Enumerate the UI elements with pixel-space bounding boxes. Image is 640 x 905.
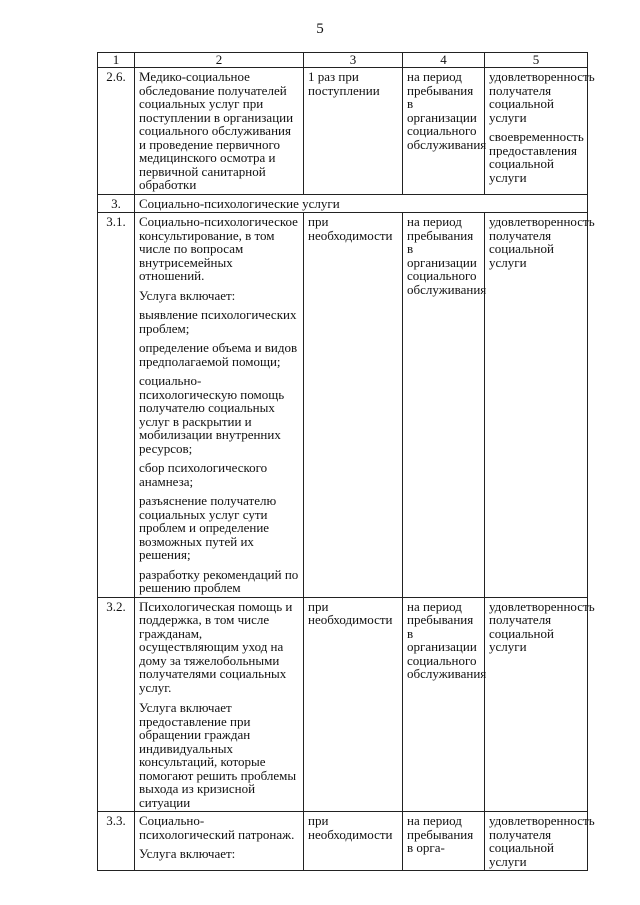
service-term: на период пребывания в орга- [403, 812, 485, 871]
section-number: 3. [98, 194, 135, 213]
service-intro: Социально-психологический патронаж. [139, 813, 295, 842]
list-item: сбор психологического анамнеза; [139, 460, 268, 489]
service-criteria: удовлетворенность получателя социальной услуги [485, 812, 588, 871]
table-row-3-3 [98, 812, 588, 871]
service-description [135, 597, 304, 812]
section-title: Социально-психологические услуги [135, 194, 588, 213]
criteria-satisfaction: удовлетворенность получателя социальной услуги [489, 69, 595, 125]
service-name: Медико-социальное обследование получателей социальных услуг при поступлении в организации социального обслуживания и проведение первичного медицинского осмотра и первичной санитарной обработки [135, 68, 304, 195]
service-description [135, 812, 304, 871]
list-item: разъяснение получателю социальных услуг сути проблем и определение возможных путей их решения; [139, 493, 277, 562]
service-frequency: при необходимости [304, 213, 403, 598]
table-row-3-1 [98, 213, 588, 598]
service-term: на период пребывания в организации социального обслуживания [403, 597, 485, 812]
list-item: разработку рекомендаций по решению проблем [139, 566, 299, 595]
service-description [135, 213, 304, 598]
column-header-5: 5 [485, 53, 588, 68]
list-item: социально-психологическую помощь получателю социальных услуг в раскрытии и мобилизации внутренних ресурсов; [139, 373, 285, 456]
service-criteria: удовлетворенность получателя социальной услуги [485, 213, 588, 598]
list-item: выявление психологических проблем; [139, 307, 297, 336]
list-item: определение объема и видов предполагаемой помощи; [139, 340, 298, 369]
service-intro: Социально-психологическое консультирование, в том числе по вопросам внутрисемейных отношений. [139, 214, 298, 283]
column-header-1: 1 [98, 53, 135, 68]
row-number: 2.6. [98, 68, 135, 195]
service-criteria [485, 68, 595, 195]
service-term: на период пребывания в организации социального обслуживания [403, 213, 485, 598]
service-includes-label: Услуга включает: [139, 846, 236, 861]
row-number: 3.3. [98, 812, 135, 871]
service-frequency: при необходимости [304, 597, 403, 812]
column-header-2: 2 [135, 53, 304, 68]
row-number: 3.2. [98, 597, 135, 812]
service-frequency: при необходимости [304, 812, 403, 871]
service-frequency: 1 раз при поступлении [304, 68, 403, 195]
table-row-2-6 [98, 68, 588, 195]
service-intro: Психологическая помощь и поддержка, в том числе гражданам, осуществляющим уход на дому за тяжелобольными получателями социальных услуг. [139, 598, 293, 695]
column-header-3: 3 [304, 53, 403, 68]
row-number: 3.1. [98, 213, 135, 598]
service-criteria: удовлетворенность получателя социальной услуги [485, 597, 588, 812]
service-includes-label: Услуга включает: [139, 287, 236, 303]
column-header-4: 4 [403, 53, 485, 68]
service-details: Услуга включает предоставление при обращении граждан индивидуальных консультаций, которые помогают решить проблемы выхода из кризисной ситуации [139, 700, 297, 810]
criteria-timeliness: своевременность предоставления социальной услуги [489, 129, 584, 185]
service-term: на период пребывания в организации социального обслуживания [403, 68, 485, 195]
header-row [98, 53, 588, 68]
section-row-3 [98, 194, 588, 213]
services-table [97, 52, 595, 871]
page-number: 5 [316, 21, 324, 37]
table-row-3-2 [98, 597, 588, 812]
